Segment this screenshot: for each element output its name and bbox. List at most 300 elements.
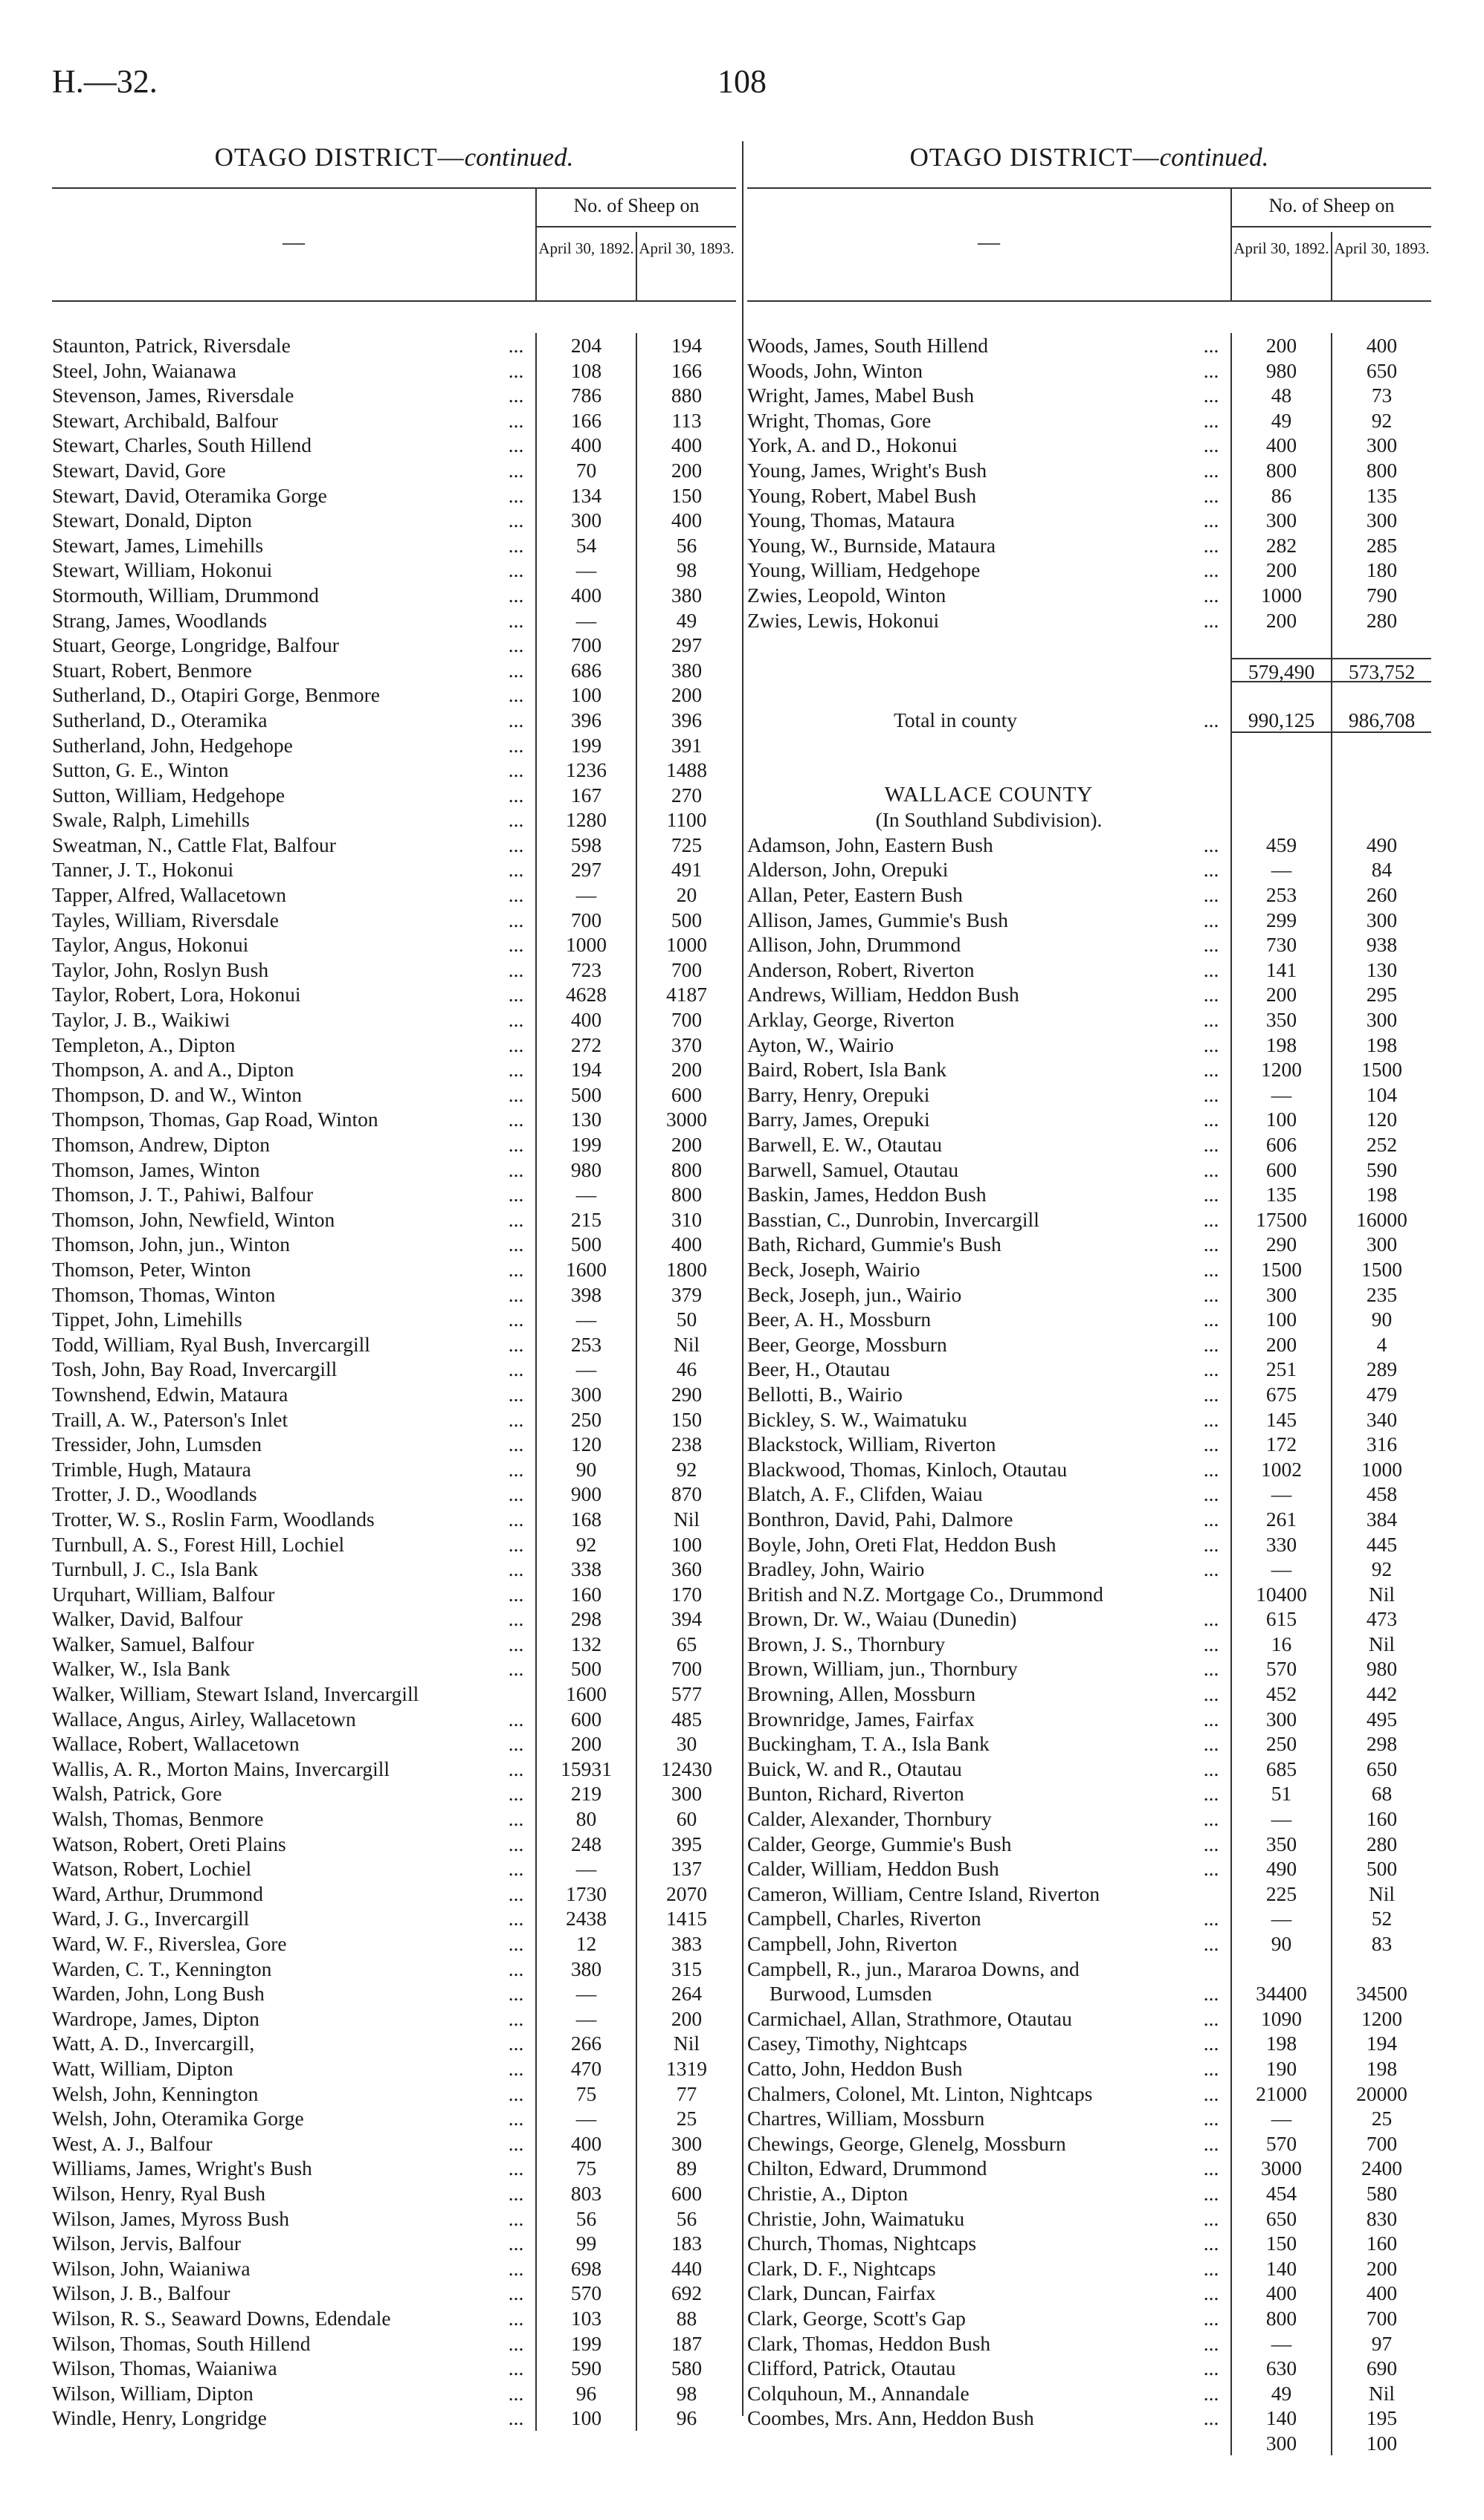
owner-name: Trotter, W. S., Roslin Farm, Woodlands — [52, 1507, 375, 1531]
right-column — [747, 140, 1431, 2455]
owner-name: Colquhoun, M., Annandale — [747, 2381, 970, 2405]
table-row — [747, 333, 1431, 358]
sheep-1892-value: 199 — [570, 733, 602, 757]
sheep-1893-value: 400 — [1366, 334, 1398, 357]
table-row — [747, 383, 1431, 408]
sheep-1892-value: 990,125 — [1232, 708, 1331, 733]
leader-dots: ... — [508, 2056, 524, 2080]
table-row — [747, 2281, 1431, 2306]
table-row — [52, 857, 736, 882]
owner-name: Calder, Alexander, Thornbury — [747, 1807, 992, 1831]
leader-dots: ... — [1203, 2381, 1219, 2405]
table-row — [747, 957, 1431, 983]
owner-name: Bonthron, David, Pahi, Dalmore — [747, 1507, 1013, 1531]
table-row — [747, 1382, 1431, 1407]
leader-dots: ... — [1203, 933, 1219, 957]
table-row — [747, 1457, 1431, 1482]
table-row — [747, 2056, 1431, 2081]
leader-dots: ... — [508, 1133, 524, 1156]
sheep-1893-value: Nil — [1368, 1582, 1396, 1606]
owner-name: Blackstock, William, Riverton — [747, 1432, 996, 1456]
sheep-1892-value: — — [1271, 1907, 1292, 1931]
owner-name: Taylor, John, Roslyn Bush — [52, 957, 269, 981]
sheep-1892-value: 700 — [570, 633, 602, 657]
sheep-1892-value: 300 — [1265, 2431, 1297, 2455]
owner-name: Wallis, A. R., Morton Mains, Invercargill — [52, 1757, 390, 1780]
owner-name: Thomson, Peter, Winton — [52, 1257, 251, 1281]
owner-name: Coombes, Mrs. Ann, Heddon Bush — [747, 2406, 1034, 2430]
sheep-1893-value: 98 — [676, 558, 697, 582]
sheep-1893-value: 260 — [1366, 883, 1398, 907]
table-row — [52, 2306, 736, 2331]
owner-name: Strang, James, Woodlands — [52, 608, 268, 632]
owner-name: Turnbull, A. S., Forest Hill, Lochiel — [52, 1532, 345, 1556]
sheep-1892-value: 675 — [1265, 1382, 1297, 1406]
owner-name: Thomson, John, jun., Winton — [52, 1232, 290, 1256]
sheep-1893-value: 700 — [671, 1657, 703, 1681]
owner-name: Young, Robert, Mabel Bush — [747, 483, 977, 507]
sheep-1893-value: 1800 — [666, 1257, 707, 1281]
owner-name: Wardrope, James, Dipton — [52, 2006, 259, 2030]
owner-name: Chilton, Edward, Drummond — [747, 2156, 987, 2180]
sheep-1892-value: 172 — [1265, 1432, 1297, 1456]
table-row — [52, 2106, 736, 2131]
leader-dots: ... — [508, 1632, 524, 1655]
sheep-1892-value: 606 — [1265, 1133, 1297, 1156]
leader-dots: ... — [1203, 558, 1219, 582]
sheep-1892-value: 1500 — [1261, 1257, 1302, 1281]
table-row — [52, 1606, 736, 1632]
sheep-1892-value: 200 — [1265, 558, 1297, 582]
owner-name: Young, William, Hedgehope — [747, 558, 981, 582]
table-row — [52, 1931, 736, 1957]
owner-name: Bath, Richard, Gummie's Bush — [747, 1232, 1001, 1256]
sheep-1892-value: — — [1271, 1082, 1292, 1106]
leader-dots: ... — [508, 2081, 524, 2105]
table-row — [52, 1632, 736, 1657]
sheep-1892-value: 598 — [570, 833, 602, 856]
leader-dots: ... — [1203, 1058, 1219, 1082]
sheep-1892-value: 400 — [570, 583, 602, 607]
sheep-1892-value: 299 — [1265, 908, 1297, 931]
sheep-1893-value: 100 — [1366, 2431, 1398, 2455]
table-row — [747, 1806, 1431, 1832]
sheep-1892-value: 330 — [1265, 1532, 1297, 1556]
leader-dots: ... — [508, 633, 524, 657]
sheep-1892-value: 615 — [1265, 1607, 1297, 1631]
leader-dots: ... — [508, 683, 524, 707]
leader-dots: ... — [508, 358, 524, 382]
sheep-1893-value: 600 — [671, 2181, 703, 2205]
sheep-1892-value: 266 — [570, 2032, 602, 2055]
table-row — [747, 1407, 1431, 1432]
name-column-header: — — [978, 230, 1000, 254]
leader-dots: ... — [1203, 2131, 1219, 2155]
sheep-1892-value: 96 — [575, 2381, 597, 2405]
owner-name: Brown, J. S., Thornbury — [747, 1632, 946, 1655]
subtotal-row — [747, 658, 1431, 683]
leader-dots: ... — [1203, 1432, 1219, 1456]
sheep-1893-value: 370 — [671, 1033, 703, 1056]
sheep-1892-value: — — [575, 2107, 597, 2130]
table-row — [747, 2181, 1431, 2206]
owner-name: Buick, W. and R., Otautau — [747, 1757, 962, 1780]
sheep-1892-value: 12 — [575, 1932, 597, 1955]
table-row — [52, 2031, 736, 2056]
sheep-1892-value: 75 — [575, 2156, 597, 2180]
table-row — [52, 1257, 736, 1282]
table-row — [52, 483, 736, 508]
sheep-1892-value: 75 — [575, 2081, 597, 2105]
owner-name: Beer, A. H., Mossburn — [747, 1308, 932, 1331]
table-row — [52, 1532, 736, 1557]
leader-dots: ... — [1203, 2156, 1219, 2180]
leader-dots: ... — [508, 908, 524, 931]
leader-dots: ... — [508, 408, 524, 432]
leader-dots: ... — [508, 2331, 524, 2355]
table-row — [52, 583, 736, 608]
sheep-1893-value: 92 — [1371, 408, 1393, 432]
leader-dots: ... — [1203, 508, 1219, 532]
leader-dots: ... — [508, 1707, 524, 1731]
owner-name: Calder, George, Gummie's Bush — [747, 1832, 1012, 1855]
sheep-1893-value: 280 — [1366, 1832, 1398, 1855]
sheep-1892-value: 167 — [570, 783, 602, 807]
table-row — [747, 682, 1431, 708]
sheep-1892-value: 200 — [1265, 334, 1297, 357]
table-row — [52, 1707, 736, 1732]
sheep-1892-value: 1236 — [566, 758, 607, 782]
sheep-1893-value: 183 — [671, 2232, 703, 2255]
sheep-1892-value: 1002 — [1261, 1457, 1302, 1481]
sheep-1892-value: 248 — [570, 1832, 602, 1855]
owner-name: Church, Thomas, Nightcaps — [747, 2232, 977, 2255]
leader-dots: ... — [1203, 1033, 1219, 1056]
table-row — [52, 1407, 736, 1432]
leader-dots: ... — [508, 1432, 524, 1456]
sheep-1893-value: 300 — [671, 1782, 703, 1806]
sheep-1892-value: 199 — [570, 2331, 602, 2355]
table-row — [52, 1232, 736, 1257]
sheep-1893-value: 1100 — [666, 808, 707, 832]
leader-dots: ... — [1203, 408, 1219, 432]
sheep-1892-value: 225 — [1265, 1881, 1297, 1905]
sheep-1893-value: 65 — [676, 1632, 697, 1655]
table-row — [747, 1957, 1431, 1982]
owner-name: Wilson, Jervis, Balfour — [52, 2232, 241, 2255]
leader-dots: ... — [508, 1108, 524, 1131]
sheep-1892-value: 400 — [1265, 2281, 1297, 2305]
sheep-1893-value: 340 — [1366, 1407, 1398, 1431]
table-row — [747, 1082, 1431, 1108]
sheep-1893-value: 68 — [1371, 1782, 1393, 1806]
sheep-1892-value: 1600 — [566, 1682, 607, 1706]
sheep-1892-value: 400 — [570, 1008, 602, 1032]
leader-dots: ... — [1203, 358, 1219, 382]
table-row — [52, 558, 736, 583]
page-reference: H.—32. — [52, 63, 158, 100]
leader-dots: ... — [1203, 2107, 1219, 2130]
owner-name: Wilson, William, Dipton — [52, 2381, 254, 2405]
table-row — [52, 1457, 736, 1482]
sheep-1892-value: 980 — [1265, 358, 1297, 382]
sheep-1893-value: 56 — [676, 2206, 697, 2230]
owner-name: Townshend, Edwin, Mataura — [52, 1382, 288, 1406]
owner-name: Wright, Thomas, Gore — [747, 408, 932, 432]
owner-name: Stevenson, James, Riversdale — [52, 384, 294, 407]
sheep-1892-value: 398 — [570, 1282, 602, 1306]
owner-name: Stuart, George, Longridge, Balfour — [52, 633, 339, 657]
table-row — [747, 408, 1431, 433]
sheep-1893-value: 198 — [1366, 1033, 1398, 1056]
sheep-1893-value: 383 — [671, 1932, 703, 1955]
table-row — [747, 2381, 1431, 2406]
leader-dots: ... — [1203, 1807, 1219, 1831]
table-row — [747, 1981, 1431, 2006]
sheep-1892-value: 300 — [1265, 1282, 1297, 1306]
sheep-1892-value: 200 — [1265, 1332, 1297, 1356]
leader-dots: ... — [1203, 2406, 1219, 2430]
leader-dots: ... — [1203, 1832, 1219, 1855]
sheep-1892-value: 200 — [1265, 608, 1297, 632]
leader-dots: ... — [1203, 1532, 1219, 1556]
sheep-1893-value: 49 — [676, 608, 697, 632]
sheep-1892-value: 103 — [570, 2306, 602, 2330]
table-row — [747, 558, 1431, 583]
leader-dots: ... — [508, 2156, 524, 2180]
leader-dots: ... — [1203, 1907, 1219, 1931]
sheep-1892-value: 1280 — [566, 808, 607, 832]
table-row — [747, 1606, 1431, 1632]
table-row — [52, 1107, 736, 1132]
owner-name: Williams, James, Wright's Bush — [52, 2156, 312, 2180]
leader-dots: ... — [1203, 908, 1219, 931]
sheep-1893-value: 1200 — [1361, 2006, 1402, 2030]
left-rows — [52, 302, 736, 2431]
sheep-1892-value: 600 — [570, 1707, 602, 1731]
leader-dots: ... — [1203, 1682, 1219, 1706]
sheep-1893-value: 800 — [671, 1183, 703, 1206]
owner-name: Barry, Henry, Orepuki — [747, 1082, 930, 1106]
sheep-1893-value: 187 — [671, 2331, 703, 2355]
owner-name: Young, James, Wright's Bush — [747, 458, 987, 482]
sheep-1892-value: 190 — [1265, 2056, 1297, 2080]
leader-dots: ... — [1203, 1082, 1219, 1106]
owner-name: Stewart, James, Limehills — [52, 533, 264, 557]
table-row — [52, 1357, 736, 1382]
name-column-header: — — [283, 230, 305, 254]
owner-name: Wilson, Thomas, Waianiwa — [52, 2356, 277, 2380]
sheep-1893-value: 880 — [671, 384, 703, 407]
owner-name: Watson, Robert, Lochiel — [52, 1857, 252, 1881]
sheep-1893-value: 692 — [671, 2281, 703, 2305]
leader-dots: ... — [508, 1482, 524, 1506]
leader-dots: ... — [1203, 858, 1219, 882]
sheep-1892-value: 290 — [1265, 1232, 1297, 1256]
sheep-1893-value: 46 — [676, 1357, 697, 1381]
sheep-1892-value: 470 — [570, 2056, 602, 2080]
table-row — [747, 1656, 1431, 1681]
sheep-1893-value: 485 — [671, 1707, 703, 1731]
leader-dots: ... — [1203, 2281, 1219, 2305]
leader-dots: ... — [508, 1207, 524, 1231]
owner-name: Walker, William, Stewart Island, Invercargill — [52, 1682, 419, 1706]
sheep-1892-value: 200 — [1265, 983, 1297, 1007]
sheep-1892-value: 130 — [570, 1108, 602, 1131]
table-row — [52, 932, 736, 957]
sheep-1893-value: 160 — [1366, 2232, 1398, 2255]
sheep-1893-value: Nil — [673, 1507, 700, 1531]
sheep-1892-value: 1000 — [1261, 583, 1302, 607]
sheep-1892-value: 282 — [1265, 533, 1297, 557]
owner-name: Campbell, Charles, Riverton — [747, 1907, 981, 1931]
owner-name: Sweatman, N., Cattle Flat, Balfour — [52, 833, 336, 856]
sheep-1892-value: 51 — [1271, 1782, 1292, 1806]
owner-name: Tapper, Alfred, Wallacetown — [52, 883, 286, 907]
sheep-1892-value: 698 — [570, 2256, 602, 2280]
owner-name: Trimble, Hugh, Mataura — [52, 1457, 251, 1481]
owner-name: Andrews, William, Heddon Bush — [747, 983, 1019, 1007]
table-row — [747, 733, 1431, 758]
leader-dots: ... — [1203, 483, 1219, 507]
sheep-1893-value: 870 — [671, 1482, 703, 1506]
owner-name: Wilson, Henry, Ryal Bush — [52, 2181, 266, 2205]
sheep-1893-value: 479 — [1366, 1382, 1398, 1406]
sheep-1892-value: 300 — [1265, 1707, 1297, 1731]
leader-dots: ... — [1203, 1157, 1219, 1181]
sheep-1893-value: 52 — [1371, 1907, 1393, 1931]
sheep-1893-value: 300 — [671, 2131, 703, 2155]
table-row — [747, 1557, 1431, 1582]
sheep-1892-value: 1000 — [566, 933, 607, 957]
sheep-1893-value: 650 — [1366, 1757, 1398, 1780]
leader-dots: ... — [1203, 1407, 1219, 1431]
sheep-1893-value: 1500 — [1361, 1058, 1402, 1082]
sheep-1893-value: 473 — [1366, 1607, 1398, 1631]
table-row — [747, 1157, 1431, 1183]
sheep-1892-value: — — [575, 1357, 597, 1381]
sheep-1892-value: 250 — [570, 1407, 602, 1431]
owner-name: Windle, Henry, Longridge — [52, 2406, 267, 2430]
sheep-1892-value: 570 — [570, 2281, 602, 2305]
sheep-1892-value: 1730 — [566, 1881, 607, 1905]
leader-dots: ... — [508, 2232, 524, 2255]
table-row — [52, 1132, 736, 1157]
table-row — [52, 2131, 736, 2156]
sheep-1893-value: 400 — [1366, 2281, 1398, 2305]
table-row — [747, 1282, 1431, 1308]
sheep-1893-value: 458 — [1366, 1482, 1398, 1506]
sheep-1892-value: — — [575, 2006, 597, 2030]
sheep-1893-value: 98 — [676, 2381, 697, 2405]
sheep-1892-value: 56 — [575, 2206, 597, 2230]
owner-name: Stewart, David, Oteramika Gorge — [52, 483, 327, 507]
leader-dots: ... — [1203, 1932, 1219, 1955]
leader-dots: ... — [1203, 1207, 1219, 1231]
table-row — [52, 358, 736, 384]
table-row — [52, 2331, 736, 2356]
sheep-1893-value: 252 — [1366, 1133, 1398, 1156]
sheep-1893-value: 238 — [671, 1432, 703, 1456]
sheep-1893-value: 400 — [671, 433, 703, 457]
sheep-1893-value: 300 — [1366, 908, 1398, 931]
table-row — [747, 2306, 1431, 2331]
sheep-1892-value: 686 — [570, 658, 602, 682]
leader-dots: ... — [508, 583, 524, 607]
sheep-1893-value: 270 — [671, 783, 703, 807]
leader-dots: ... — [1203, 458, 1219, 482]
sheep-1893-value: 491 — [671, 858, 703, 882]
leader-dots: ... — [508, 483, 524, 507]
table-row — [52, 1182, 736, 1207]
column-1892-header: April 30, 1892. — [538, 239, 634, 257]
sheep-1892-value: 204 — [570, 334, 602, 357]
left-column — [52, 140, 736, 2431]
owner-name: Chalmers, Colonel, Mt. Linton, Nightcaps — [747, 2081, 1093, 2105]
owner-name: Blatch, A. F., Clifden, Waiau — [747, 1482, 983, 1506]
owner-name: Arklay, George, Riverton — [747, 1008, 955, 1032]
owner-name: Beck, Joseph, Wairio — [747, 1257, 920, 1281]
leader-dots: ... — [1203, 2356, 1219, 2380]
sheep-1893-value: 500 — [671, 908, 703, 931]
owner-name: Urquhart, William, Balfour — [52, 1582, 275, 1606]
owner-name: Watt, William, Dipton — [52, 2056, 233, 2080]
owner-name: Chewings, George, Glenelg, Mossburn — [747, 2131, 1066, 2155]
leader-dots: ... — [508, 433, 524, 457]
sheep-1893-value: Nil — [673, 1332, 700, 1356]
sheep-1893-value: 88 — [676, 2306, 697, 2330]
leader-dots: ... — [508, 758, 524, 782]
leader-dots: ... — [1203, 2232, 1219, 2255]
sheep-1892-value: 1600 — [566, 1257, 607, 1281]
table-row — [52, 957, 736, 983]
sheep-1892-value: 590 — [570, 2356, 602, 2380]
sheep-1893-value: 83 — [1371, 1932, 1393, 1955]
leader-dots: ... — [508, 1008, 524, 1032]
sheep-1892-value: 120 — [570, 1432, 602, 1456]
table-row — [52, 2181, 736, 2206]
leader-dots: ... — [508, 608, 524, 632]
table-row — [747, 2231, 1431, 2256]
sheep-1893-value: 120 — [1366, 1108, 1398, 1131]
table-row — [747, 583, 1431, 608]
sheep-1893-value: 200 — [671, 2006, 703, 2030]
sheep-1892-value: 100 — [1265, 1108, 1297, 1131]
leader-dots: ... — [1203, 833, 1219, 856]
sheep-1892-value: 380 — [570, 1957, 602, 1980]
sheep-1892-value: — — [1271, 1807, 1292, 1831]
sheep-1893-value: 310 — [671, 1207, 703, 1231]
table-row — [747, 1432, 1431, 1457]
leader-dots: ... — [1203, 1457, 1219, 1481]
sheep-1893-value: 289 — [1366, 1357, 1398, 1381]
sheep-1893-value: 298 — [1366, 1732, 1398, 1756]
table-row — [52, 1332, 736, 1357]
owner-name: Steel, John, Waianawa — [52, 358, 236, 382]
leader-dots: ... — [1203, 608, 1219, 632]
sheep-1893-value: 198 — [1366, 1183, 1398, 1206]
owner-name: Blackwood, Thomas, Kinloch, Otautau — [747, 1457, 1068, 1481]
leader-dots: ... — [508, 1232, 524, 1256]
sheep-1893-value: 2400 — [1361, 2156, 1402, 2180]
owner-name: Walker, Samuel, Balfour — [52, 1632, 254, 1655]
table-row — [747, 757, 1431, 783]
sheep-1893-value: 89 — [676, 2156, 697, 2180]
leader-dots: ... — [508, 1757, 524, 1780]
sheep-1892-value: 134 — [570, 483, 602, 507]
leader-dots: ... — [508, 1382, 524, 1406]
sheep-1893-value: 20000 — [1356, 2081, 1407, 2105]
